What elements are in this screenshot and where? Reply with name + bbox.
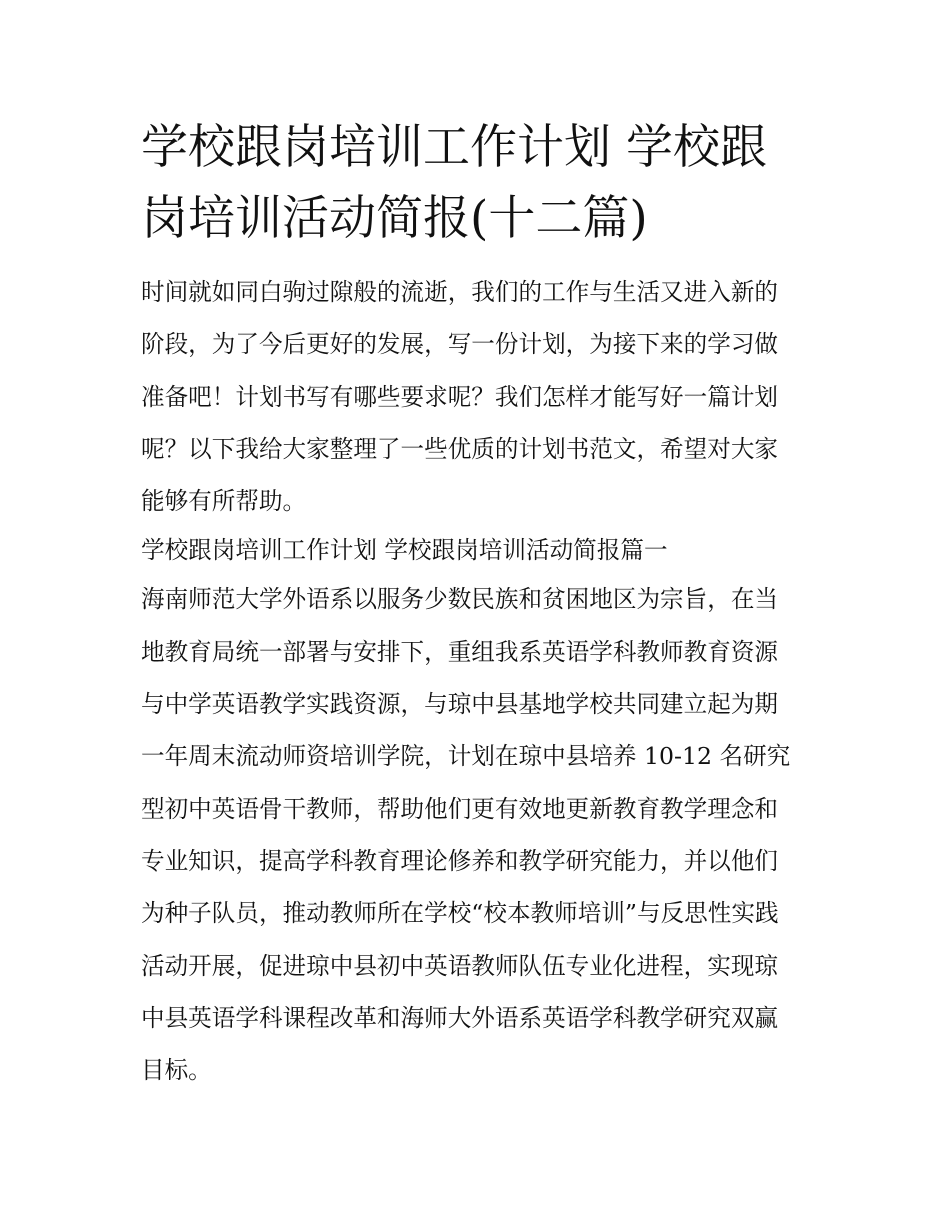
document-page [141, 112, 813, 1096]
title-line: 岗培训活动简报(十二篇) [141, 191, 648, 246]
intro-line: 准备吧！计划书写有哪些要求呢？我们怎样才能写好一篇计划 [141, 382, 779, 411]
intro-line: 呢？以下我给大家整理了一些优质的计划书范文，希望对大家 [141, 434, 779, 463]
body-line: 与中学英语教学实践资源，与琼中县基地学校共同建立起为期 [141, 690, 779, 719]
body-line: 型初中英语骨干教师，帮助他们更有效地更新教育教学理念和 [141, 794, 779, 823]
body-line: 海南师范大学外语系以服务少数民族和贫困地区为宗旨，在当 [141, 585, 779, 614]
body-paragraph [141, 573, 813, 1096]
intro-line: 阶段，为了今后更好的发展，写一份计划，为接下来的学习做 [141, 330, 779, 359]
intro-line: 能够有所帮助。 [141, 487, 307, 516]
body-line: 专业知识，提高学科教育理论修养和教学研究能力，并以他们 [141, 846, 779, 875]
body-line: 地教育局统一部署与安排下，重组我系英语学科教师教育资源 [141, 637, 779, 666]
title-line: 学校跟岗培训工作计划 学校跟 [141, 120, 767, 175]
document-title [141, 112, 813, 254]
intro-paragraph [141, 266, 813, 527]
intro-line: 时间就如同白驹过隙般的流逝，我们的工作与生活又进入新的 [141, 278, 779, 306]
section-heading: 学校跟岗培训工作计划 学校跟岗培训活动简报篇一 [141, 536, 668, 565]
body-line: 一年周末流动师资培训学院，计划在琼中县培养 10-12 名研究 [141, 742, 791, 771]
body-line: 为种子队员，推动教师所在学校“校本教师培训”与反思性实践 [141, 899, 779, 928]
body-line: 中县英语学科课程改革和海师大外语系英语学科教学研究双赢 [141, 1003, 779, 1032]
body-line: 目标。 [141, 1056, 212, 1085]
body-line: 活动开展，促进琼中县初中英语教师队伍专业化进程，实现琼 [141, 951, 779, 980]
